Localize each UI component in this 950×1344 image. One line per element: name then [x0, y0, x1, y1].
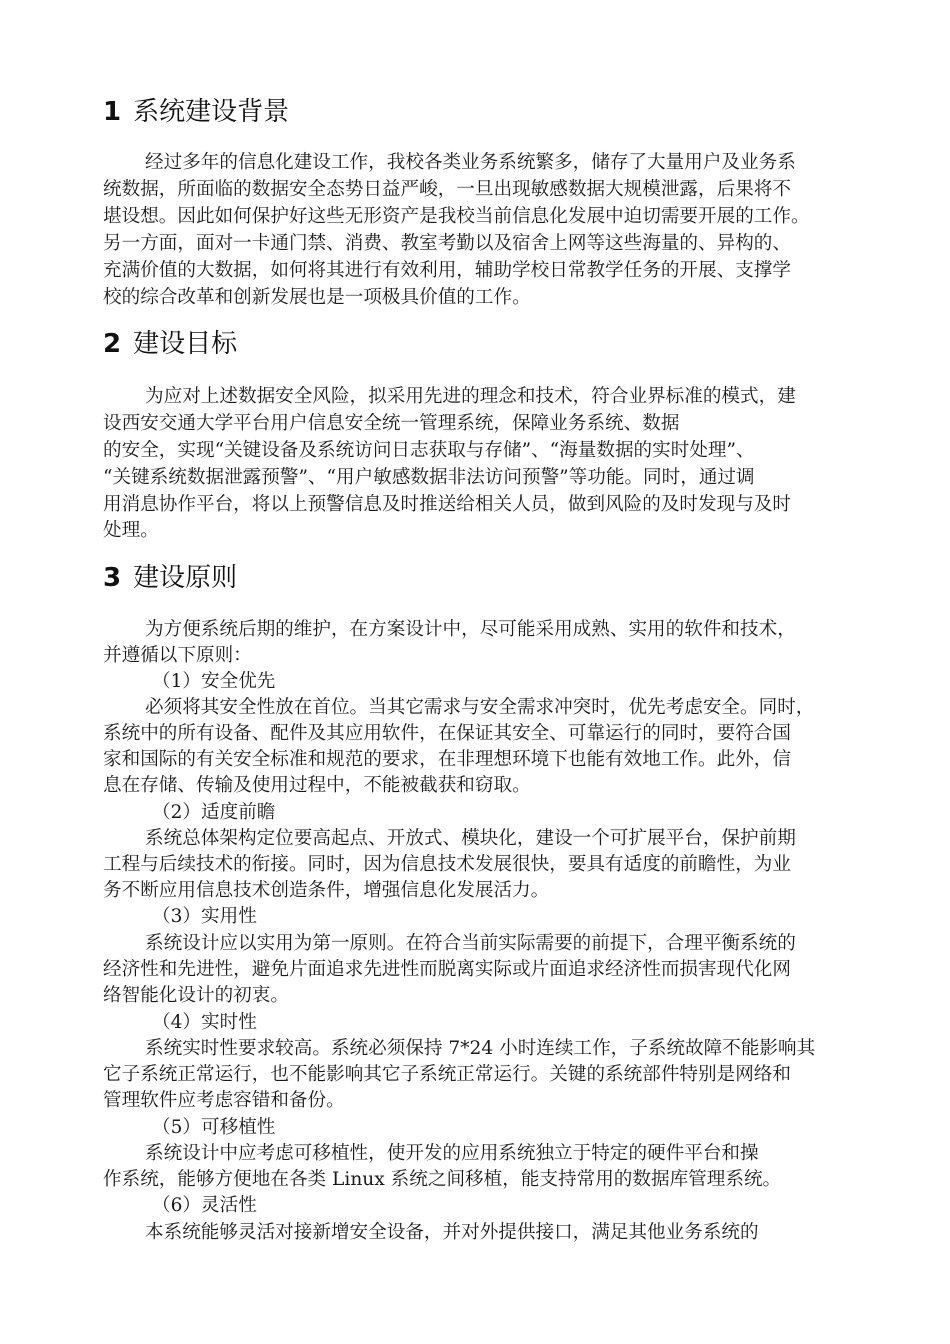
paragraph-line: 务不断应用信息技术创造条件，增强信息化发展活力。 [103, 880, 550, 901]
paragraph-line: 并遵循以下原则： [103, 645, 252, 666]
paragraph-line: 经过多年的信息化建设工作，我校各类业务系统繁多，储存了大量用户及业务系 [145, 152, 796, 173]
principle-heading: （4）实时性 [152, 1012, 257, 1033]
paragraph-line: 经济性和先进性，避免片面追求先进性而脱离实际或片面追求经济性而损害现代化网 [103, 959, 791, 980]
section-2-heading [103, 328, 237, 360]
principle-heading: （6）灵活性 [152, 1195, 257, 1216]
section-1-heading [103, 96, 289, 128]
paragraph-line: 用消息协作平台，将以上预警信息及时推送给相关人员，做到风险的及时发现与及时 [103, 494, 791, 515]
section-number: 2 [103, 329, 122, 359]
paragraph-line: 系统中的所有设备、配件及其应用软件，在保证其安全、可靠运行的同时，要符合国 [103, 723, 791, 744]
paragraph-line: 为应对上述数据安全风险，拟采用先进的理念和技术，符合业界标准的模式，建 [145, 386, 796, 407]
paragraph-line: 校的综合改革和创新发展也是一项极具价值的工作。 [103, 287, 531, 308]
paragraph-line: 系统实时性要求较高。系统必须保持 7*24 小时连续工作，子系统故障不能影响其 [145, 1038, 816, 1059]
principle-heading: （1）安全优先 [152, 671, 276, 692]
paragraph-line: 充满价值的大数据，如何将其进行有效利用，辅助学校日常教学任务的开展、支撑学 [103, 260, 791, 281]
section-title: 建设目标 [133, 329, 238, 359]
paragraph-line: “关键系统数据泄露预警”、“用户敏感数据非法访问预警”等功能。同时，通过调 [103, 467, 755, 488]
paragraph-line: 系统设计中应考虑可移植性，使开发的应用系统独立于特定的硬件平台和操 [145, 1143, 759, 1164]
paragraph-line: 络智能化设计的初衷。 [103, 985, 289, 1006]
paragraph-line: 处理。 [103, 520, 159, 541]
principle-heading: （2）适度前瞻 [152, 802, 276, 823]
paragraph-line: 管理软件应考虑容错和备份。 [103, 1090, 345, 1111]
paragraph-line: 堪设想。因此如何保护好这些无形资产是我校当前信息化发展中迫切需要开展的工作。 [103, 206, 810, 227]
paragraph-line: 息在存储、传输及使用过程中，不能被截获和窃取。 [103, 775, 531, 796]
paragraph-line: 系统总体架构定位要高起点、开放式、模块化，建设一个可扩展平台，保护前期 [145, 828, 796, 849]
paragraph-line: 的安全，实现“关键设备及系统访问日志获取与存储”、“海量数据的实时处理”、 [103, 440, 755, 461]
section-title: 系统建设背景 [133, 97, 290, 127]
section-3-heading [103, 562, 237, 594]
principle-heading: （5）可移植性 [152, 1117, 276, 1138]
paragraph-line: 另一方面，面对一卡通门禁、消费、教室考勤以及宿舍上网等这些海量的、异构的、 [103, 233, 791, 254]
section-number: 3 [103, 563, 122, 593]
paragraph-line: 系统设计应以实用为第一原则。在符合当前实际需要的前提下，合理平衡系统的 [145, 933, 796, 954]
paragraph-line: 作系统，能够方便地在各类 Linux 系统之间移植，能支持常用的数据库管理系统。 [103, 1169, 782, 1190]
paragraph-line: 本系统能够灵活对接新增安全设备，并对外提供接口，满足其他业务系统的 [145, 1222, 759, 1243]
paragraph-line: 工程与后续技术的衔接。同时，因为信息技术发展很快，要具有适度的前瞻性，为业 [103, 854, 791, 875]
paragraph-line: 必须将其安全性放在首位。当其它需求与安全需求冲突时，优先考虑安全。同时， [145, 697, 815, 718]
section-title: 建设原则 [133, 563, 238, 593]
paragraph-line: 它子系统正常运行，也不能影响其它子系统正常运行。关键的系统部件特别是网络和 [103, 1064, 791, 1085]
paragraph-line: 为方便系统后期的维护，在方案设计中，尽可能采用成熟、实用的软件和技术， [145, 619, 796, 640]
section-number: 1 [103, 97, 122, 127]
principle-heading: （3）实用性 [152, 906, 257, 927]
paragraph-line: 统数据，所面临的数据安全态势日益严峻，一旦出现敏感数据大规模泄露，后果将不 [103, 179, 791, 200]
paragraph-line: 家和国际的有关安全标准和规范的要求，在非理想环境下也能有效地工作。此外，信 [103, 749, 791, 770]
paragraph-line: 设西安交通大学平台用户信息安全统一管理系统，保障业务系统、数据 [103, 413, 680, 434]
